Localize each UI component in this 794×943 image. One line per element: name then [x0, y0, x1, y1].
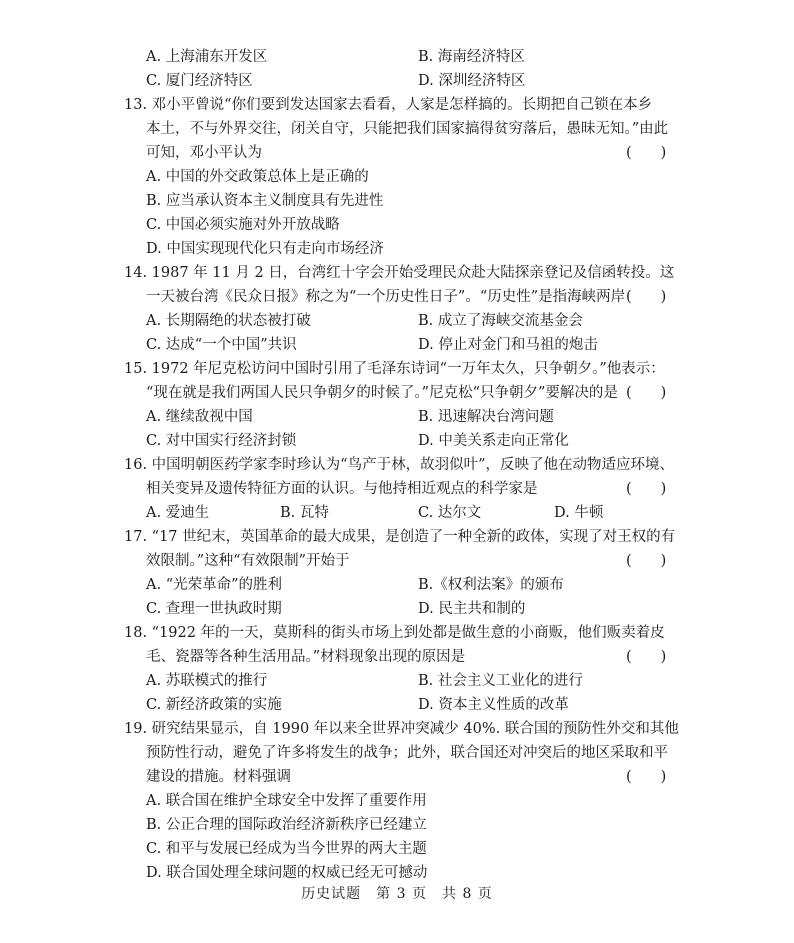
q16-stem-line-2: 相关变异及遗传特征方面的认识。与他持相近观点的科学家是: [146, 481, 538, 497]
q17-options-row-2: [146, 597, 676, 621]
q18-options-row-2: [146, 693, 676, 717]
q14-option-a: A. 长期隔绝的状态被打破: [146, 313, 311, 329]
q17-option-a: A. “光荣革命”的胜利: [146, 577, 283, 593]
q12-option-a: A. 上海浦东开发区: [146, 49, 268, 65]
q13-option-d: D. 中国实现现代化只有走向市场经济: [146, 241, 384, 257]
q15-stem-line-2: “现在就是我们两国人民只争朝夕的时候了。”尼克松“只争朝夕”要解决的是: [146, 385, 618, 401]
q14-answer-blank: ( ): [626, 289, 667, 305]
q13-stem-line-3: 可知，邓小平认为: [146, 145, 262, 161]
q13-stem-line-1: 13. 邓小平曾说“你们要到发达国家去看看，人家是怎样搞的。长期把自己锁在本乡: [124, 97, 653, 113]
q16-stem-line-1: 16. 中国明朝医药学家李时珍认为“鸟产于林，故羽似叶”，反映了他在动物适应环境、: [124, 457, 674, 473]
q19-stem-line-3: 建设的措施。材料强调: [146, 769, 291, 785]
q13-option-b: B. 应当承认资本主义制度具有先进性: [146, 193, 384, 209]
q19-stem-line-1: 19. 研究结果显示，自 1990 年以来全世界冲突减少 40%. 联合国的预防性外交和其他: [124, 721, 679, 737]
q19-option-a: A. 联合国在维护全球安全中发挥了重要作用: [146, 793, 427, 809]
q12-option-c: C. 厦门经济特区: [146, 73, 253, 89]
q13-answer-blank: ( ): [626, 145, 667, 161]
q17-answer-blank: ( ): [626, 553, 667, 569]
q15-options-row-1: [146, 405, 676, 429]
q18-option-b: B. 社会主义工业化的进行: [418, 673, 583, 689]
q14-stem-line-1: 14. 1987 年 11 月 2 日，台湾红十字会开始受理民众赴大陆探亲登记及信函转投。这: [124, 265, 675, 281]
q17-stem-line-2: 效限制。”这种“有效限制”开始于: [146, 553, 350, 569]
q15-option-d: D. 中美关系走向正常化: [418, 433, 569, 449]
q14-options-row-2: [146, 333, 676, 357]
q18-option-d: D. 资本主义性质的改革: [418, 697, 569, 713]
q19-stem-line-2: 预防性行动，避免了许多将发生的战争；此外，联合国还对冲突后的地区采取和平: [146, 745, 668, 761]
q18-option-a: A. 苏联模式的推行: [146, 673, 268, 689]
q16-options-row: [146, 501, 676, 525]
q13-option-c: C. 中国必须实施对外开放战略: [146, 217, 340, 233]
q15-answer-blank: ( ): [626, 385, 667, 401]
q12-options-row-2: [146, 69, 676, 93]
q17-option-d: D. 民主共和制的: [418, 601, 526, 617]
q18-option-c: C. 新经济政策的实施: [146, 697, 282, 713]
q19-option-b: B. 公正合理的国际政治经济新秩序已经建立: [146, 817, 427, 833]
q17-option-c: C. 查理一世执政时期: [146, 601, 282, 617]
q15-stem-line-1: 15. 1972 年尼克松访问中国时引用了毛泽东诗词“一万年太久，只争朝夕。”他表示：: [124, 361, 665, 377]
q12-option-b: B. 海南经济特区: [418, 49, 525, 65]
q14-option-d: D. 停止对金门和马祖的炮击: [418, 337, 598, 353]
q17-options-row-1: [146, 573, 676, 597]
q12-option-d: D. 深圳经济特区: [418, 73, 526, 89]
q18-answer-blank: ( ): [626, 649, 667, 665]
q19-option-d: D. 联合国处理全球问题的权威已经无可撼动: [146, 865, 428, 881]
q12-options-row-1: [146, 45, 676, 69]
q18-options-row-1: [146, 669, 676, 693]
q15-option-a: A. 继续敌视中国: [146, 409, 253, 425]
q17-stem-line-1: 17. “17 世纪末，英国革命的最大成果，是创造了一种全新的政体，实现了对王权的有: [124, 529, 676, 545]
q13-option-a: A. 中国的外交政策总体上是正确的: [146, 169, 369, 185]
q19-answer-blank: ( ): [626, 769, 667, 785]
q15-option-b: B. 迅速解决台湾问题: [418, 409, 554, 425]
q16-option-b: B. 瓦特: [280, 505, 329, 521]
q14-option-c: C. 达成“一个中国”共识: [146, 337, 297, 353]
q14-option-b: B. 成立了海峡交流基金会: [418, 313, 583, 329]
q16-answer-blank: ( ): [626, 481, 667, 497]
q15-options-row-2: [146, 429, 676, 453]
page-footer: 历史试题 第 3 页 共 8 页: [301, 886, 493, 902]
q16-option-c: C. 达尔文: [418, 505, 482, 521]
q18-stem-line-1: 18. “1922 年的一天，莫斯科的街头市场上到处都是做生意的小商贩，他们贩卖着皮: [124, 625, 665, 641]
q14-stem-line-2: 一天被台湾《民众日报》称之为“一个历史性日子”。“历史性”是指海峡两岸: [146, 289, 626, 305]
q16-option-d: D. 牛顿: [554, 505, 604, 521]
q19-option-c: C. 和平与发展已经成为当今世界的两大主题: [146, 841, 427, 857]
q18-stem-line-2: 毛、瓷器等各种生活用品。”材料现象出现的原因是: [146, 649, 466, 665]
q17-option-b: B.《权利法案》的颁布: [418, 577, 564, 593]
q13-stem-line-2: 本土，不与外界交往，闭关自守，只能把我们国家搞得贫穷落后，愚昧无知。”由此: [146, 121, 669, 137]
q16-option-a: A. 爱迪生: [146, 505, 210, 521]
q15-option-c: C. 对中国实行经济封锁: [146, 433, 297, 449]
q14-options-row-1: [146, 309, 676, 333]
